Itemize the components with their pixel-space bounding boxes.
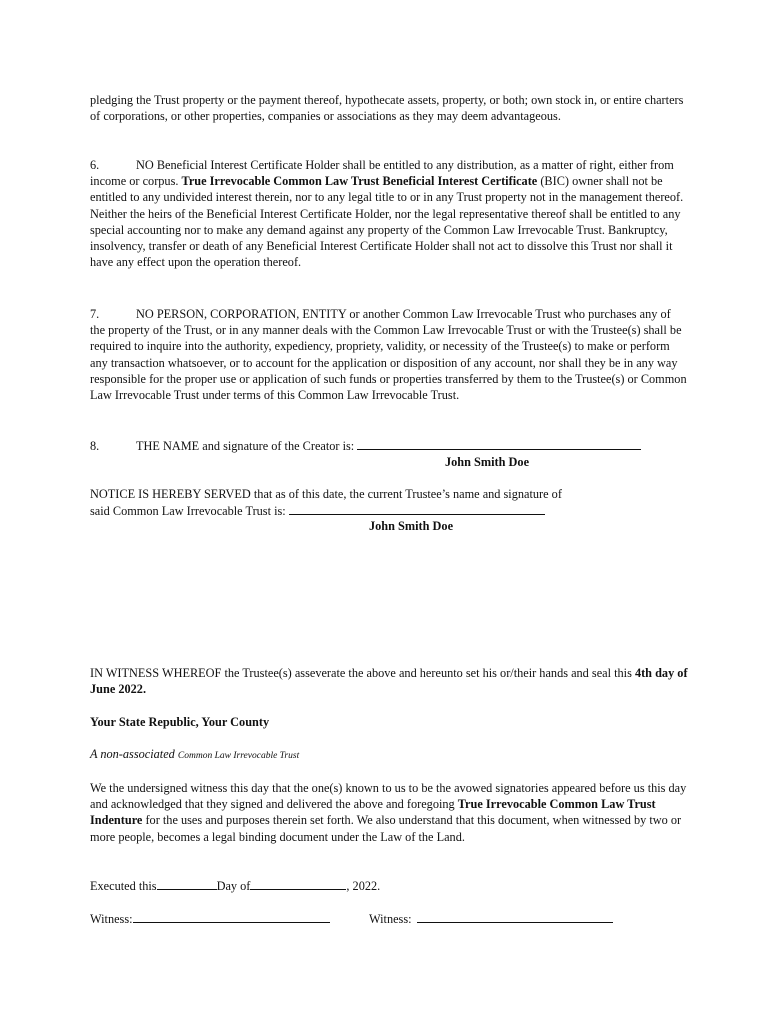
executed-month-field[interactable]: [250, 877, 346, 890]
notice-text: NOTICE IS HEREBY SERVED that as of this date, the current Trustee’s name and signature of: [90, 487, 562, 501]
notice-paragraph: [90, 486, 688, 519]
association-line: [90, 746, 688, 764]
creator-name: John Smith Doe: [445, 455, 530, 469]
executed-line: [90, 877, 688, 894]
undersigned-paragraph: [90, 780, 688, 845]
creator-signature-line[interactable]: [357, 437, 641, 450]
intro-paragraph: pledging the Trust property or the payment thereof, hypothecate assets, property, or both; own stock in, or entire charters of corporations, or other properties, companies or associations as they may deem advantageous.: [90, 93, 684, 124]
trustee-signature-line[interactable]: [289, 502, 545, 515]
executed-text: Day of: [216, 879, 251, 893]
paragraph-text: IN WITNESS WHEREOF the Trustee(s) asseverate the above and hereunto set his or/their hands and seal this: [90, 666, 635, 680]
witness-1-signature-line[interactable]: [133, 910, 330, 923]
date-phrase: 4th day of June 2022.: [90, 666, 688, 697]
executed-text: Executed this: [90, 879, 157, 893]
paragraph-6: [90, 157, 688, 270]
witness-label: Witness:: [90, 912, 133, 926]
state-text: Your State Republic, Your County: [90, 715, 270, 729]
association-text: A non-associated: [90, 747, 178, 761]
paragraph-text: for the uses and purposes therein set forth. We also understand that this document, when witnessed by two or more people, becomes a legal binding document under the Law of the Land.: [90, 813, 682, 844]
paragraph-7: [90, 306, 688, 403]
bold-phrase: True Irrevocable Common Law Trust Indenture: [90, 797, 656, 828]
paragraph-8: [90, 437, 688, 454]
association-small-text: Common Law Irrevocable Trust: [177, 751, 300, 761]
paragraph-text: THE NAME and signature of the Creator is:: [136, 439, 358, 453]
witness-line-2: [369, 910, 669, 927]
trustee-name: John Smith Doe: [369, 519, 454, 533]
bold-phrase: True Irrevocable Common Law Trust Beneficial Interest Certificate: [181, 174, 538, 189]
state-line: [90, 714, 688, 730]
paragraph-text: (BIC) owner shall not be entitled to any undivided interest therein, nor to any legal title to or in any Trust property not in the management thereof. Neither the heirs of the Beneficial Interest Certificate Holder, nor the legal representative thereof shall be entitled to any special accounting nor to make any demand against any property of the Common Law Irrevocable Trust. Bankruptcy, insolvency, transfer or death of any Beneficial Interest Certificate Holder shall not act to dissolve this Trust nor shall it have any effect upon the operation thereof.: [90, 174, 684, 270]
witness-2-signature-line[interactable]: [417, 910, 613, 923]
executed-text: , 2022.: [346, 879, 381, 893]
paragraph-text: NO PERSON, CORPORATION, ENTITY or another Common Law Irrevocable Trust who purchases any of the property of the Trust, or in any manner deals with the Common Law Irrevocable Trust or with the Trustee(s) shall be required to inquire into the authority, expediency, propriety, validity, or necessity of the Trustee(s) to make or perform any transaction whatsoever, or to account for the application or disposition of any account, nor shall they be in any way responsible for the proper use or application of such funds or properties transferred by them to the Trustee(s) or Common Law Irrevocable Trust under terms of this Common Law Irrevocable Trust.: [90, 307, 687, 403]
notice-text: said Common Law Irrevocable Trust is:: [90, 504, 289, 519]
witness-whereof-paragraph: [90, 665, 688, 697]
paragraph-number: 8.: [90, 439, 100, 453]
paragraph-text: We the undersigned witness this day that the one(s) known to us to be the avowed signatories appeared before us this day and acknowledged that they signed and delivered the above and foregoing: [90, 781, 687, 812]
paragraph-number: 6.: [90, 158, 100, 172]
paragraph-text: NO Beneficial Interest Certificate Holder shall be entitled to any distribution, as a matter of right, either from income or corpus.: [90, 158, 674, 189]
executed-day-field[interactable]: [157, 877, 217, 890]
paragraph-number: 7.: [90, 307, 100, 321]
witness-label: Witness:: [369, 912, 412, 926]
